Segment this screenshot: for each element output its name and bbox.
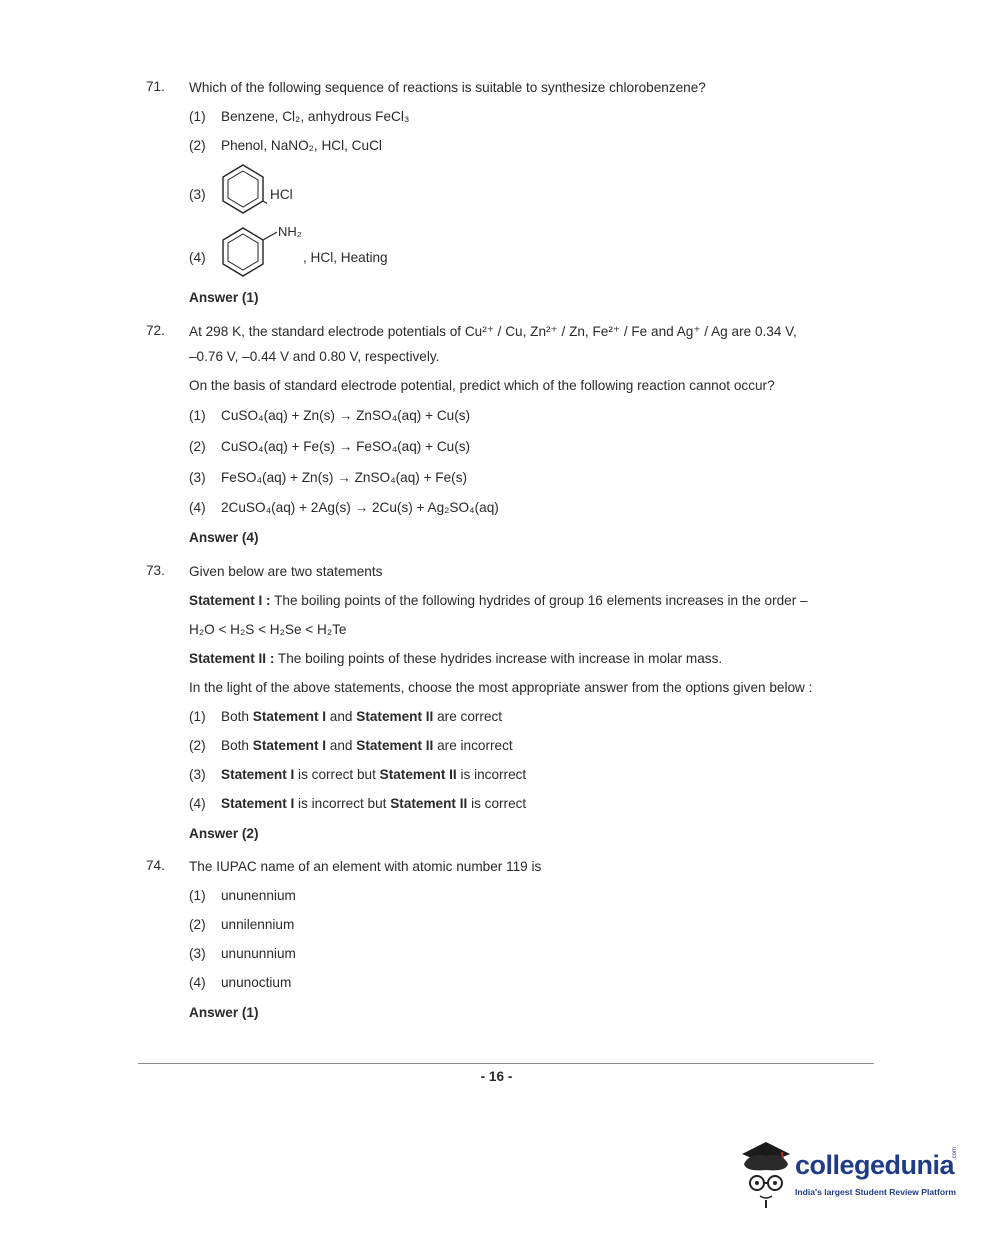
option-text — [221, 709, 502, 724]
brand-name: collegedunia — [795, 1150, 955, 1180]
option-part: are correct — [433, 709, 503, 724]
amino-group-label: NH₂ — [278, 224, 302, 239]
option-part: is incorrect but — [294, 796, 391, 811]
option-number: (3) — [189, 946, 206, 961]
question-number: 71. — [146, 79, 165, 94]
question-number: 74. — [146, 858, 165, 873]
option-text: unununnium — [221, 946, 296, 961]
option-part: and — [326, 738, 357, 753]
option-text: unnilennium — [221, 917, 295, 932]
answer: Answer (4) — [189, 530, 259, 545]
option-part: and — [326, 709, 357, 724]
option-number: (2) — [189, 439, 206, 454]
option-text — [221, 796, 526, 811]
statement-two — [189, 651, 722, 666]
question-stem: Which of the following sequence of reactions is suitable to synthesize chlorobenzene? — [189, 80, 706, 95]
option-text: CuSO₄(aq) + Zn(s) → ZnSO₄(aq) + Cu(s) — [221, 408, 471, 423]
option-text: , HCl, Heating — [303, 250, 388, 265]
option-text: Phenol, NaNO₂, HCl, CuCl — [221, 138, 382, 153]
page-number: - 16 - — [480, 1069, 513, 1084]
option-number: (3) — [189, 187, 206, 202]
option-part: Both — [221, 738, 253, 753]
option-number: (2) — [189, 138, 206, 153]
option-text — [221, 767, 526, 782]
question-stem: The IUPAC name of an element with atomic number 119 is — [189, 859, 542, 874]
option-part: is correct but — [294, 767, 380, 782]
option-number: (1) — [189, 888, 206, 903]
option-number: (4) — [189, 500, 206, 515]
option-text: Benzene, Cl₂, anhydrous FeCl₃ — [221, 109, 410, 124]
option-number: (1) — [189, 408, 206, 423]
option-text — [221, 738, 513, 753]
option-number: (2) — [189, 738, 206, 753]
option-part: are incorrect — [433, 738, 513, 753]
question-number: 73. — [146, 563, 165, 578]
option-part: is correct — [467, 796, 527, 811]
option-part: Statement I — [252, 709, 327, 724]
footer-divider — [138, 1063, 874, 1064]
collegedunia-mascot-icon — [736, 1138, 796, 1210]
option-part: is incorrect — [456, 767, 527, 782]
option-number: (1) — [189, 709, 206, 724]
question-prompt: On the basis of standard electrode potential, predict which of the following reaction cannot occur? — [189, 378, 775, 393]
option-text: ununoctium — [221, 975, 292, 990]
question-number: 72. — [146, 323, 165, 338]
brand-tagline: India's largest Student Review Platform — [795, 1187, 957, 1197]
option-part: Statement II — [356, 709, 434, 724]
option-part: Statement II — [356, 738, 434, 753]
statement-one-text: The boiling points of the following hydrides of group 16 elements increases in the order – — [270, 593, 808, 608]
statement-two-text: The boiling points of these hydrides increase with increase in molar mass. — [274, 651, 723, 666]
option-text: ununennium — [221, 888, 296, 903]
option-number: (4) — [189, 975, 206, 990]
option-number: (3) — [189, 470, 206, 485]
answer: Answer (2) — [189, 826, 259, 841]
answer: Answer (1) — [189, 1005, 259, 1020]
option-part: Statement II — [390, 796, 468, 811]
option-text: 2CuSO₄(aq) + 2Ag(s) → 2Cu(s) + Ag₂SO₄(aq) — [221, 500, 499, 515]
question-stem: At 298 K, the standard electrode potentials of Cu²⁺ / Cu, Zn²⁺ / Zn, Fe²⁺ / Fe and Ag⁺ / Ag are 0.34 V, — [189, 324, 797, 339]
option-text: HCl — [270, 187, 293, 202]
option-number: (1) — [189, 109, 206, 124]
instruction: In the light of the above statements, choose the most appropriate answer from the options given below : — [189, 680, 813, 695]
aniline-ring-icon — [219, 226, 279, 278]
option-part: Both — [221, 709, 253, 724]
statement-one — [189, 593, 808, 608]
option-number: (4) — [189, 796, 206, 811]
option-text: FeSO₄(aq) + Zn(s) → ZnSO₄(aq) + Fe(s) — [221, 470, 468, 485]
brand-suffix: .com — [952, 1146, 958, 1160]
benzene-ring-icon — [219, 163, 267, 215]
statement-one-label: Statement I : — [189, 593, 271, 608]
option-part: Statement I — [221, 767, 295, 782]
answer: Answer (1) — [189, 290, 259, 305]
question-stem: Given below are two statements — [189, 564, 383, 579]
option-part: Statement II — [379, 767, 457, 782]
option-text: CuSO₄(aq) + Fe(s) → FeSO₄(aq) + Cu(s) — [221, 439, 471, 454]
statement-two-label: Statement II : — [189, 651, 275, 666]
option-number: (3) — [189, 767, 206, 782]
option-number: (2) — [189, 917, 206, 932]
hydride-order: H₂O < H₂S < H₂Se < H₂Te — [189, 622, 347, 637]
option-number: (4) — [189, 250, 206, 265]
option-part: Statement I — [252, 738, 327, 753]
option-part: Statement I — [221, 796, 295, 811]
question-stem-line2: –0.76 V, –0.44 V and 0.80 V, respectively. — [189, 349, 440, 364]
